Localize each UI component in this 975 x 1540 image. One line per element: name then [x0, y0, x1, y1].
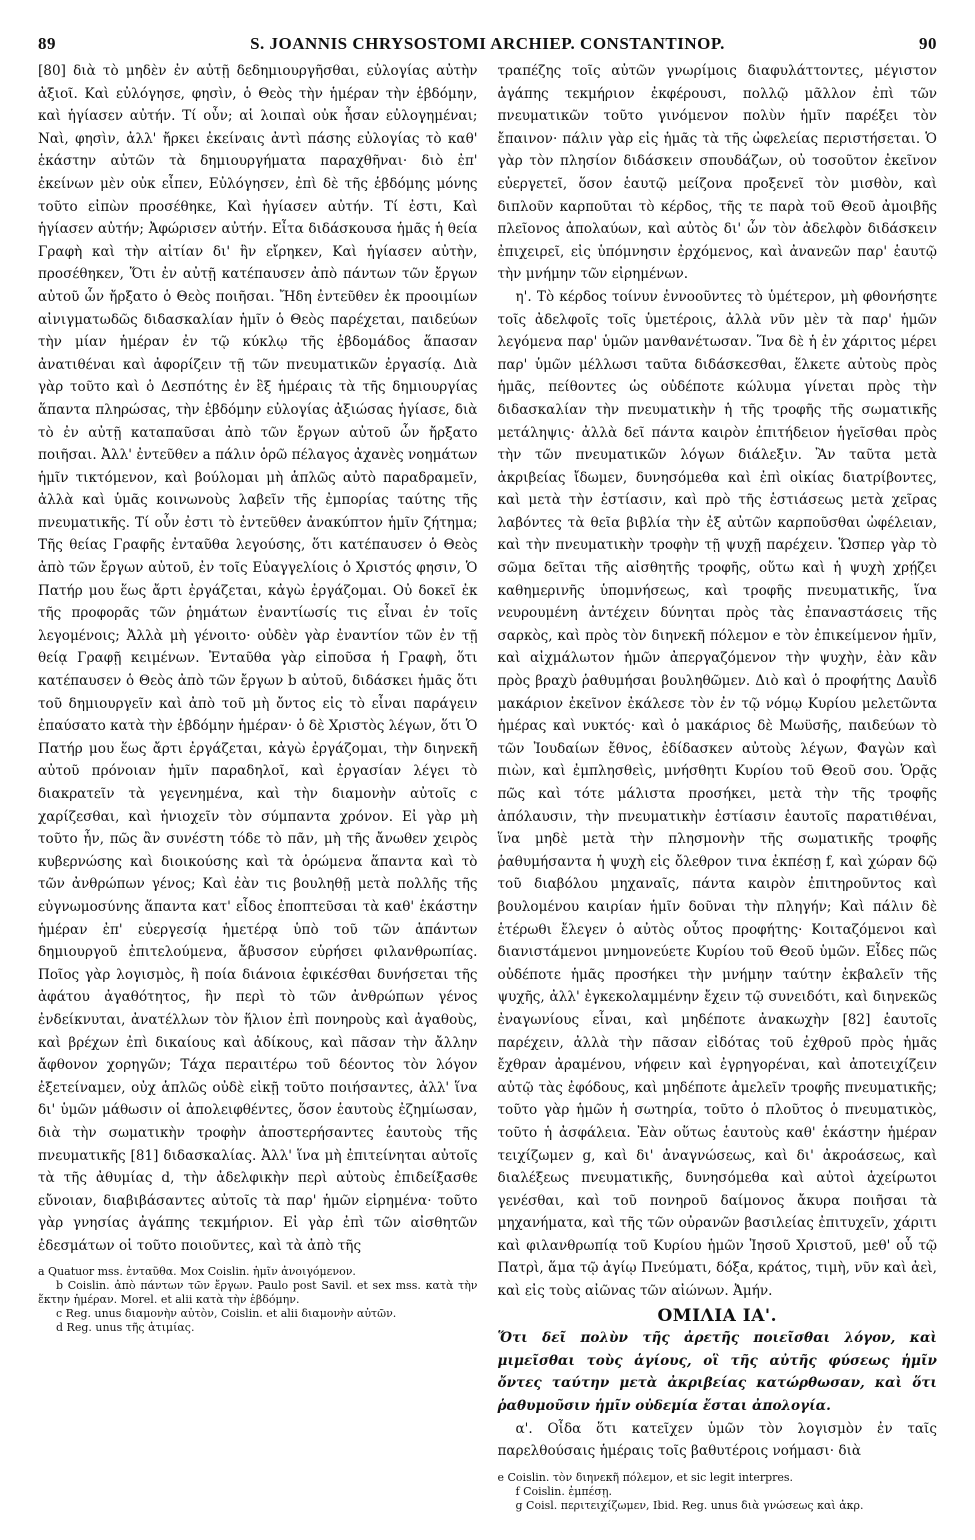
footnote-a: a Quatuor mss. ἐνταῦθα. Mox Coislin. ἡμῖν ἀνοιγόμενον. [38, 1265, 356, 1279]
text-columns [38, 60, 937, 1513]
right-paragraph-1: τραπέζης τοῖς αὐτῶν γνωρίμοις διαφυλάττοντες, μέγιστον ἀγάπης τεκμήριον ἐκφέρουσι, πολλῷ μᾶλλον ἐπὶ τῶν πνευματικῶν τοῦτο γινόμενον πολὺν ἡμῖν παρέξει τὸν ἔπαινον· πάλιν γὰρ εἰς ἡμᾶς τὰ τῆς ὠφελείας περιστήσεται. Ὁ γὰρ τὸν πλησίον διδάσκειν σπουδάζων, οὐ τοσοῦτον ἐκεῖνον εὐεργετεῖ, ὅσον ἑαυτῷ μείζονα προξενεῖ τὸν μισθὸν, καὶ διπλοῦν καρποῦται τὸ κέρδος, τῆς τε παρὰ τοῦ Θεοῦ ἀμοιβῆς πλεῖονος ἀπολαύων, καὶ αὐτὸς δι' ὧν τὸν ἀδελφὸν διδάσκειν ἐπιχειρεῖ, εἰς ὑπόμνησιν ἐρχόμενος, καὶ ἀνανεῶν παρ' ἑαυτῷ τὴν μνήμην τῶν εἰρημένων. [497, 63, 937, 283]
footnote-e: e Coislin. τὸν διηνεκῆ πόλεμον, et sic legit interpres. [497, 1470, 794, 1484]
footnote-f: f Coislin. ἐμπέσῃ. [515, 1484, 612, 1498]
right-paragraph-2: η'. Τὸ κέρδος τοίνυν ἐννοοῦντες τὸ ὑμέτερον, μὴ φθονήσητε τοῖς ἀδελφοῖς τοῖς ὑμετέροις, ἀλλὰ νῦν μὲν τὰ παρ' ἡμῶν λεγόμενα παρ' ὑμῶν μανθανέτωσαν. Ἵνα δὲ ἡ ἐν χάριτος μέρει παρ' ὑμῶν μέλλωσι ταῦτα διδάσκεσθαι, ἕλκετε αὐτοὺς πρὸς ἡμᾶς, πείθοντες ὡς οὐδέποτε κώλυμα γίνεται πρὸς τὴν διδασκαλίαν τὴν πνευματικὴν ἡ τῆς τροφῆς τῆς σωματικῆς μετάληψις· ἀλλὰ δεῖ πάντα καιρὸν ἐπιτήδειον ἡγεῖσθαι πρὸς τὴν τῶν πνευματικῶν λόγων διάλεξιν. Ἂν ταῦτα μετὰ ἀκριβείας ἴδωμεν, δυνησόμεθα καὶ ἐπὶ οἰκίας διατρίβοντες, καὶ μετὰ τὴν ἑστίασιν, καὶ πρὸ τῆς ἑστιάσεως μετὰ χεῖρας λαβόντες τὰ θεῖα βιβλία τὴν ἐξ αὐτῶν καρποῦσθαι ὠφέλειαν, καὶ τὴν πνευματικὴν τροφὴν τῇ ψυχῇ παρέχειν. Ὥσπερ γὰρ τὸ σῶμα δεῖται τῆς αἰσθητῆς τροφῆς, οὕτω καὶ ἡ ψυχὴ χρῄζει καθημερινῆς ὑπομνήσεως, καὶ τροφῆς πνευματικῆς, ἵνα νευρουμένη ἀντέχειν δύνηται πρὸς τὰς ἐπαναστάσεις τῆς σαρκὸς, καὶ πρὸς τὸν διηνεκῆ πόλεμον e τὸν ἐπικείμενον ἡμῖν, καὶ αἰχμάλωτον ἡμῶν ἀπεργαζόμενον τὴν ψυχὴν, ἐὰν κἂν πρὸς βραχὺ ῥαθυμήσαι βουληθῶμεν. Διὸ καὶ ὁ προφήτης Δαυῒδ μακάριον ἐκεῖνον ἐκάλεσε τὸν ἐν τῷ νόμῳ Κυρίου μελετῶντα ἡμέρας καὶ νυκτός· καὶ ὁ μακάριος δὲ Μωϋσῆς, παιδεύων τὸ τῶν Ἰουδαίων ἔθνος, ἐδίδασκεν αὐτοὺς λέγων, Φαγὼν καὶ πιὼν, καὶ ἐμπλησθεὶς, μνήσθητι Κυρίου τοῦ Θεοῦ σου. Ὁρᾷς πῶς καὶ τότε μάλιστα προσήκει, μετὰ τὴν τῆς τροφῆς ἀπόλαυσιν, τὴν πνευματικὴν ἑστίασιν ἑαυτοῖς παρατιθέναι, ἵνα μηδὲ μετὰ τὴν πλησμονὴν τῆς σωματικῆς τροφῆς ῥαθυμήσαντα ἡ ψυχὴ εἰς ὄλεθρον τινα ἐκπέσῃ f, καὶ χώραν δῷ τοῦ διαβόλου μηχαναῖς, πάντα καιρὸν ἐπιτηροῦντος καὶ βουλομένου καιρίαν ἡμῖν δοῦναι τὴν πληγήν; Καὶ πάλιν δὲ ἑτέρωθι ἔλεγεν ὁ αὐτὸς οὗτος προφήτης· Κοιταζόμενοι καὶ διανιστάμενοι μνημονεύετε Κυρίου τοῦ Θεοῦ ὑμῶν. Εἶδες πῶς οὐδέποτε ἡμᾶς προσήκει τὴν μνήμην ταύτην ἐκβαλεῖν τῆς ψυχῆς, ἀλλ' ἐγκεκολαμμένην ἔχειν τῷ συνειδότι, καὶ διηνεκῶς ἐναγωνίους εἶναι, καὶ μηδέποτε ἀνακωχὴν [82] ἑαυτοῖς παρέχειν, ἀλλὰ τὴν πᾶσαν εἰδότας τοῦ ἐχθροῦ πρὸς ἡμᾶς ἔχθραν ἀραμένου, νήφειν καὶ ἐγρηγορέναι, καὶ ἀποτειχίζειν αὐτῷ τὰς ἐφόδους, καὶ μηδέποτε ἀμελεῖν τροφῆς πνευματικῆς; τοῦτο γὰρ ἡμῶν ἡ σωτηρία, τοῦτο ὁ πλοῦτος ὁ πνευματικὸς, τοῦτο ἡ ἀσφάλεια. Ἐὰν οὕτως ἑαυτοὺς καθ' ἑκάστην ἡμέραν τειχίζωμεν g, καὶ δι' ἀναγνώσεως, καὶ δι' ἀκροάσεως, καὶ διαλέξεως πνευματικῆς, δυνησόμεθα καὶ αὐτοὶ ἀχείρωτοι γενέσθαι, καὶ τοῦ πονηροῦ δαίμονος ἄκυρα ποιῆσαι τὰ μηχανήματα, καὶ τῆς τῶν οὐρανῶν βασιλείας ἐπιτυχεῖν, χάριτι καὶ φιλανθρωπίᾳ τοῦ Κυρίου ἡμῶν Ἰησοῦ Χριστοῦ, μεθ' οὗ τῷ Πατρὶ, ἅμα τῷ ἁγίῳ Πνεύματι, δόξα, κράτος, τιμὴ, νῦν καὶ ἀεὶ, καὶ εἰς τοὺς αἰῶνας τῶν αἰώνων. Ἀμήν. [497, 288, 937, 1300]
footnote-b: b Coislin. ἀπὸ πάντων τῶν ἔργων. Paulo post Savil. et sex mss. κατὰ τὴν ἕκτην ἡμέραν. Morel. et alii κατὰ τὴν ἑβδόμην. [38, 1279, 478, 1307]
homily-subtitle: Ὅτι δεῖ πολὺν τῆς ἀρετῆς ποιεῖσθαι λόγον, καὶ μιμεῖσθαι τοὺς ἁγίους, οἳ τῆς αὐτῆς φύσεως ἡμῖν ὄντες ταύτην μετὰ ἀκριβείας κατώρθωσαν, καὶ ὅτι ῥαθυμοῦσιν ἡμῖν οὐδεμία ἔσται ἀπολογία. [497, 1330, 937, 1415]
homily-opening: α'. Οἶδα ὅτι κατεῖχεν ὑμῶν τὸν λογισμὸν ἐν ταῖς παρελθούσαις ἡμέραις τοῖς βαθυτέροις νοήμασι· διὰ [497, 1420, 937, 1460]
homily-title: ΟΜΙΛΙΑ ΙΑ'. [657, 1305, 778, 1326]
footnote-g: g Coisl. περιτειχίζωμεν, Ibid. Reg. unus διὰ γνώσεως καὶ ἀκρ. [515, 1498, 864, 1512]
footnotes-left [38, 1265, 478, 1335]
footnotes-right [498, 1471, 938, 1513]
footnote-d: d Reg. unus τῆς ἀτιμίας. [56, 1321, 195, 1335]
left-paragraph: [80] διὰ τὸ μηδὲν ἐν αὐτῇ δεδημιουργῆσθαι, εὐλογίας αὐτὴν ἀξιοῖ. Καὶ εὐλόγησε, φησὶν, ὁ Θεὸς τὴν ἡμέραν τὴν ἑβδόμην, καὶ ἡγίασεν αὐτήν. Τί οὖν; αἱ λοιπαὶ οὐκ ἦσαν εὐλογημέναι; Ναὶ, φησὶν, ἀλλ' ἤρκει ἐκείναις ἀντὶ πάσης εὐλογίας τὸ καθ' ἑκάστην αὐτῶν τὰ δημιουργήματα παραχθῆναι· διὸ ἐπ' ἐκείνων μὲν οὐκ εἶπεν, Εὐλόγησεν, ἐπὶ δὲ τῆς ἑβδόμης μόνης τοῦτο εἰπὼν προσέθηκε, Καὶ ἡγίασεν αὐτήν. Τί ἐστι, Καὶ ἡγίασεν αὐτήν; Ἀφώρισεν αὐτήν. Εἶτα διδάσκουσα ἡμᾶς ἡ θεία Γραφὴ καὶ τὴν αἰτίαν δι' ἣν εἴρηκεν, Καὶ ἡγίασεν αὐτὴν, προσέθηκεν, Ὅτι ἐν αὐτῇ κατέπαυσεν ἀπὸ πάντων τῶν ἔργων αὐτοῦ ὧν ἤρξατο ὁ Θεὸς ποιῆσαι. Ἤδη ἐντεῦθεν ἐκ προοιμίων αἰνιγματωδῶς διδασκαλίαν ἡμῖν ὁ Θεὸς παρέχεται, παιδεύων τὴν μίαν ἡμέραν ἐν τῷ κύκλῳ τῆς ἑβδομάδος ἅπασαν ἀνατιθέναι καὶ ἀφορίζειν τῇ τῶν πνευματικῶν ἐργασίᾳ. Διὰ γὰρ τοῦτο καὶ ὁ Δεσπότης ἐν ἓξ ἡμέραις τὰ τῆς δημιουργίας ἅπαντα πληρώσας, τὴν ἑβδόμην εὐλογίας ἀξιώσας ἡγίασε, διὰ τὸ ἐν αὐτῇ καταπαῦσαι ἀπὸ τῶν ἔργων αὐτοῦ ὧν ἤρξατο ποιῆσαι. Ἀλλ' ἐντεῦθεν a πάλιν ὁρῶ πέλαγος ἀχανὲς νοημάτων ἡμῖν τικτόμενον, καὶ βούλομαι μὴ ἁπλῶς αὐτὸ παραδραμεῖν, ἀλλὰ καὶ ὑμᾶς κοινωνοὺς λαβεῖν τῆς ἐμπορίας ταύτης τῆς πνευματικῆς. Τί οὖν ἐστι τὸ ἐντεῦθεν ἀνακύπτον ἡμῖν ζήτημα; Τῆς θείας Γραφῆς ἐνταῦθα λεγούσης, ὅτι κατέπαυσεν ὁ Θεὸς ἀπὸ τῶν ἔργων αὐτοῦ, ἐν τοῖς Εὐαγγελίοις ὁ Χριστός φησιν, Ὁ Πατήρ μου ἕως ἄρτι ἐργάζεται, κἀγὼ ἐργάζομαι. Οὐ δοκεῖ ἐκ τῆς προφορᾶς τῶν ῥημάτων ἐναντίωσίς τις εἶναι ἐν τοῖς λεγομένοις; Ἀλλὰ μὴ γένοιτο· οὐδὲν γὰρ ἐναντίον τῶν ἐν τῇ θείᾳ Γραφῇ κειμένων. Ἐνταῦθα γὰρ εἰποῦσα ἡ Γραφὴ, ὅτι κατέπαυσεν ὁ Θεὸς ἀπὸ τῶν ἔργων b αὐτοῦ, διδάσκει ἡμᾶς ὅτι τοῦ δημιουργεῖν καὶ ἀπὸ τοῦ μὴ ὄντος εἰς τὸ εἶναι παράγειν ἐπαύσατο κατὰ τὴν ἑβδόμην ἡμέραν· ὁ δὲ Χριστὸς λέγων, ὅτι Ὁ Πατήρ μου ἕως ἄρτι ἐργάζεται, κἀγὼ ἐργάζομαι, τὴν διηνεκῆ αὐτοῦ πρόνοιαν ἡμῖν παραδηλοῖ, καὶ ἐργασίαν λέγει τὸ διακρατεῖν τὰ γεγενημένα, καὶ τὴν διαμονὴν αὐτοῖς c χαρίζεσθαι, καὶ ἡνιοχεῖν τὸν σύμπαντα χρόνον. Εἰ γὰρ μὴ τοῦτο ἦν, πῶς ἂν συνέστη τόδε τὸ πᾶν, μὴ τῆς ἄνωθεν χειρὸς κυβερνώσης καὶ διοικούσης καὶ τὰ ὁρώμενα ἅπαντα καὶ τὸ τῶν ἀνθρώπων γένος; Καὶ ἐὰν τις βουληθῇ μετὰ πολλῆς τῆς εὐγνωμοσύνης ἅπαντα κατ' εἶδος ἐποπτεῦσαι τὰ καθ' ἑκάστην ἡμέραν ἐπ' εὐεργεσίᾳ ἡμετέρᾳ ὑπὸ τοῦ τῶν ἁπάντων δημιουργοῦ ἐπιτελούμενα, ἄβυσσον εὑρήσει φιλανθρωπίας. Ποῖος γὰρ λογισμὸς, ἢ ποία διάνοια ἐφικέσθαι δυνήσεται τῆς ἀφάτου ἀγαθότητος, ἣν περὶ τὸ τῶν ἀνθρώπων γένος ἐνδείκνυται, ἀνατέλλων τὸν ἥλιον ἐπὶ πονηροὺς καὶ ἀγαθοὺς, καὶ βρέχων ἐπὶ δικαίους καὶ ἀδίκους, καὶ πᾶσαν τὴν ἄλλην ἄφθονον χορηγῶν; Τάχα περαιτέρω τοῦ δέοντος τὸν λόγον ἐξετείναμεν, οὐχ ἁπλῶς οὐδὲ εἰκῇ τοῦτο ποιήσαντες, ἀλλ' ἵνα δι' ὑμῶν μάθωσιν οἱ ἀπολειφθέντες, ὅσον ἑαυτοὺς ἐζημίωσαν, διὰ τὴν σωματικὴν τροφὴν ἀποστερήσαντες ἑαυτοὺς τῆς πνευματικῆς [81] διδασκαλίας. Ἀλλ' ἵνα μὴ ἐπιτείνηται αὐτοῖς τὰ τῆς ἀθυμίας d, τὴν ἀδελφικὴν περὶ αὐτοὺς ἐπιδείξασθε εὔνοιαν, διαβιβάσαντες αὐτοῖς τὰ παρ' ἡμῶν εἰρημένα· τοῦτο γὰρ γνησίας ἀγάπης τεκμήριον. Εἰ γὰρ ἐπὶ τῶν αἰσθητῶν ἐδεσμάτων οἱ τοῦτο ποιοῦντες, καὶ τὰ ἀπὸ τῆς [38, 63, 478, 1254]
running-title: S. JOANNIS CHRYSOSTOMI ARCHIEP. CONSTANTINOP. [250, 34, 725, 53]
running-header [38, 34, 937, 54]
footnote-c: c Reg. unus διαμονὴν αὐτὸν, Coislin. et alii διαμονὴν αὐτῶν. [56, 1307, 397, 1321]
left-column [38, 60, 478, 1513]
right-page-number: 90 [919, 34, 937, 53]
left-page-number: 89 [38, 34, 56, 53]
right-column [498, 60, 938, 1513]
